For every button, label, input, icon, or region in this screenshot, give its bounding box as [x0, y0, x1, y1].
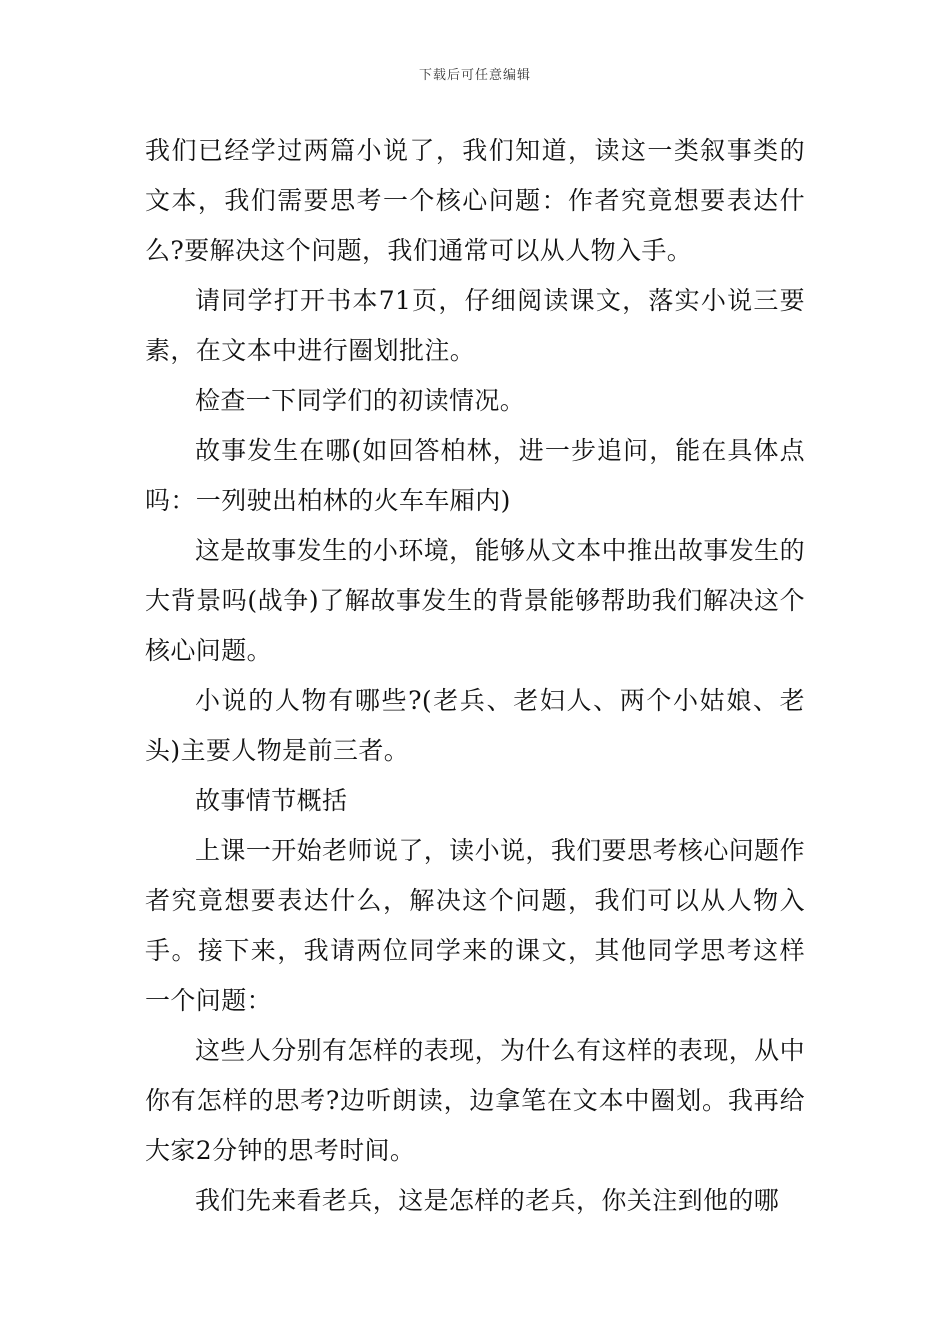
paragraph: 我们已经学过两篇小说了，我们知道，读这一类叙事类的文本，我们需要思考一个核心问题：作者究竟想要表达什么?要解决这个问题，我们通常可以从人物入手。	[145, 136, 805, 265]
paragraph: 上课一开始老师说了，读小说，我们要思考核心问题作者究竟想要表达什么，解决这个问题，我们可以从人物入手。接下来，我请两位同学来的课文，其他同学思考这样一个问题：	[145, 836, 805, 1015]
paragraph: 这些人分别有怎样的表现，为什么有这样的表现，从中你有怎样的思考?边听朗读，边拿笔在文本中圈划。我再给大家2分钟的思考时间。	[145, 1036, 805, 1165]
document-body	[145, 126, 805, 1226]
paragraph: 我们先来看老兵，这是怎样的老兵，你关注到他的哪	[195, 1186, 780, 1215]
paragraph: 故事发生在哪(如回答柏林，进一步追问，能在具体点吗：一列驶出柏林的火车车厢内)	[145, 436, 805, 515]
paragraph: 小说的人物有哪些?(老兵、老妇人、两个小姑娘、老头)主要人物是前三者。	[145, 686, 805, 765]
paragraph: 请同学打开书本71页，仔细阅读课文，落实小说三要素，在文本中进行圈划批注。	[145, 286, 805, 365]
page-header: 下载后可任意编辑	[418, 68, 531, 83]
paragraph: 检查一下同学们的初读情况。	[195, 386, 526, 415]
paragraph: 故事情节概括	[195, 786, 348, 815]
paragraph: 这是故事发生的小环境，能够从文本中推出故事发生的大背景吗(战争)了解故事发生的背景能够帮助我们解决这个核心问题。	[145, 536, 805, 665]
